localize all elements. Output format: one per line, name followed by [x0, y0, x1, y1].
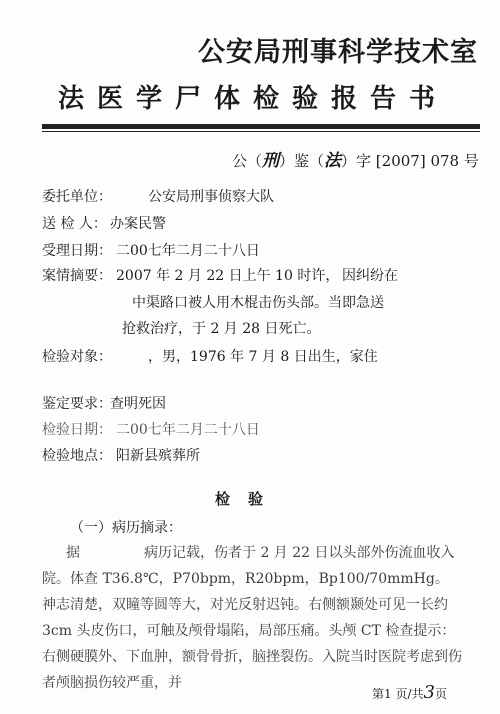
exam-location-label: 检验地点：	[42, 448, 112, 464]
header-divider-thick	[42, 124, 480, 129]
medical-record-paragraph: 据 病历记载，伤者于 2 月 22 日以头部外伤流血收入院。体查 T36.8℃，P70bpm，R20bpm，Bp100/70mmHg。神志清楚，双瞳等圆等大，对光反射迟钝。右侧额颞处可见一长约 3cm 头皮伤口，可触及颅骨塌陷，局部压痛。头颅 CT 检查提示：右侧硬膜外、下血肿，额骨骨折，脑挫裂伤。入院当时医院考虑到伤者颅脑损伤较严重，并	[42, 545, 462, 691]
request-label: 鉴定要求：	[42, 396, 112, 412]
handwritten-character-2: 法	[324, 151, 342, 171]
request-value: 查明死因	[110, 396, 166, 412]
examinee-value: ，男，1976 年 7 月 8 日出生，家住	[148, 349, 378, 365]
submitter-label: 送 检 人：	[42, 216, 107, 232]
issuing-organization: 公安局刑事科学技术室	[198, 37, 478, 68]
case-summary-line-2: 中渠路口被人用木棍击伤头部。当即急送	[132, 295, 384, 311]
acceptance-date-label: 受理日期：	[42, 243, 112, 259]
case-summary-label: 案情摘要：	[42, 268, 112, 284]
report-title: 法医学尸体检验报告书	[58, 84, 449, 114]
acceptance-date-value: 二00七年二月二十八日	[116, 243, 260, 259]
subsection-heading: （一）病历摘录：	[70, 520, 182, 536]
handwritten-character-1: 刑	[262, 151, 280, 171]
commissioning-unit-value: 公安局刑事侦察大队	[148, 189, 274, 205]
exam-date-label: 检验日期：	[42, 422, 112, 438]
case-summary-line-1b: 因纠纷在	[342, 268, 398, 284]
page-indicator: 第1 页/共3页	[372, 682, 447, 703]
exam-date-value: 二00七年二月二十八日	[116, 422, 260, 438]
section-heading: 检验	[215, 490, 282, 508]
examinee-label: 检验对象：	[42, 349, 112, 365]
submitter-value: 办案民警	[110, 216, 166, 232]
reference-number: 公（刑）鉴（法）字 [2007] 078 号	[232, 151, 479, 171]
exam-location-value: 阳新县殡葬所	[116, 448, 200, 464]
case-summary-line-3: 抢救治疗，于 2 月 28 日死亡。	[122, 321, 321, 337]
header-divider-thin	[42, 131, 480, 132]
commissioning-unit-label: 委托单位：	[42, 189, 112, 205]
case-summary-line-1a: 2007 年 2 月 22 日上午 10 时许，	[116, 268, 340, 284]
